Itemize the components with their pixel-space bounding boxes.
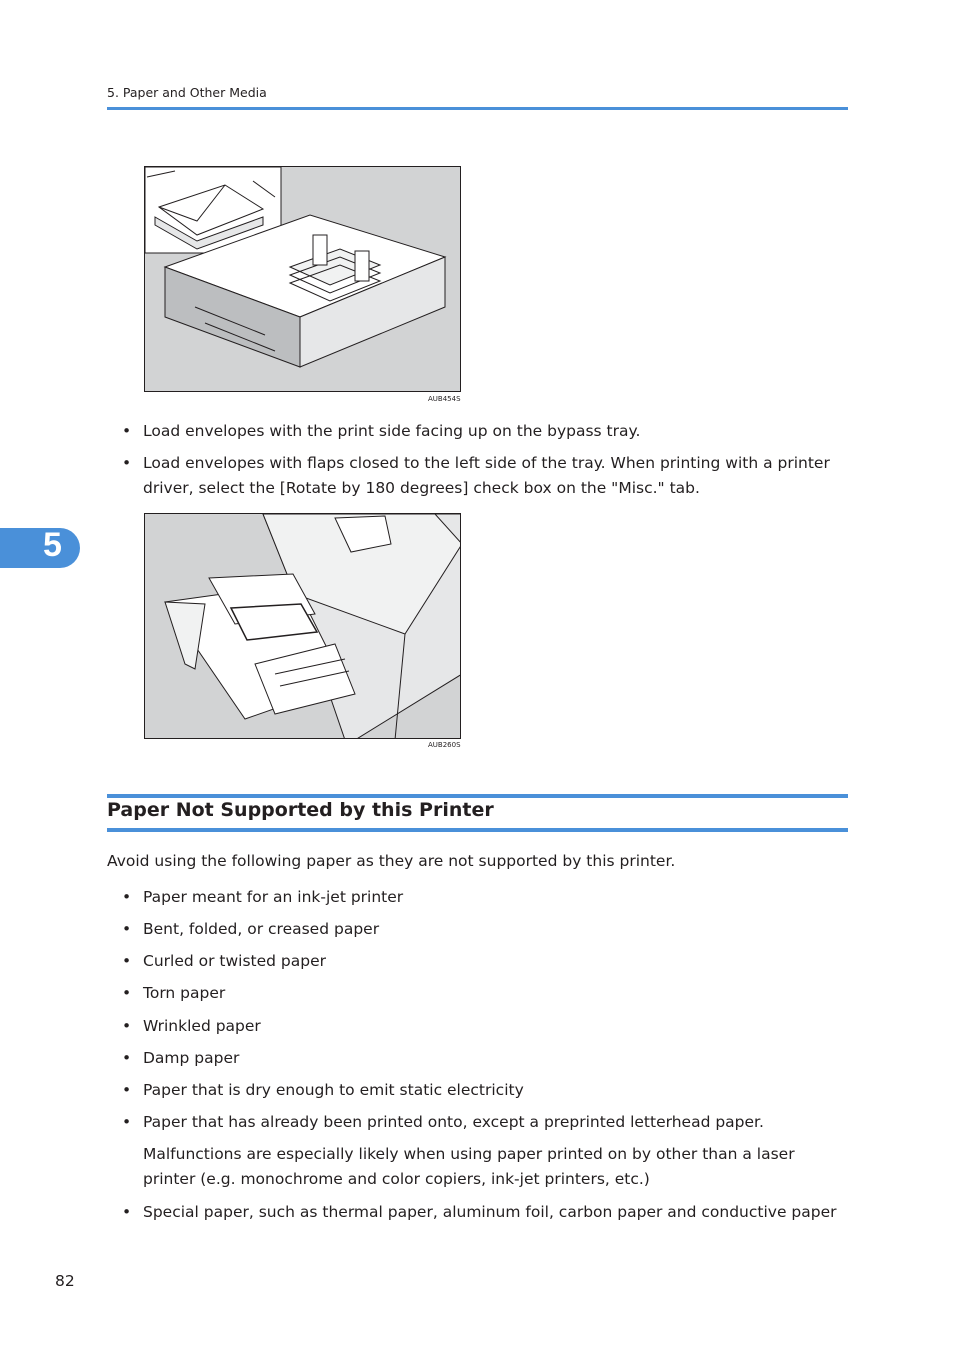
section-rule-top xyxy=(107,794,848,798)
figure-paper-tray-envelopes xyxy=(144,166,461,392)
bullet-icon: • xyxy=(122,422,132,440)
bullet-icon: • xyxy=(122,1113,132,1131)
figure-bypass-tray-envelope xyxy=(144,513,461,739)
section-rule-bottom xyxy=(107,828,848,832)
section-intro: Avoid using the following paper as they are not supported by this printer. xyxy=(107,852,676,870)
figure-code: AUB454S xyxy=(428,395,461,403)
bullet-icon: • xyxy=(122,1017,132,1035)
chapter-number: 5 xyxy=(43,526,62,564)
section-title: Paper Not Supported by this Printer xyxy=(107,799,494,821)
running-head: 5. Paper and Other Media xyxy=(107,85,267,100)
page-number: 82 xyxy=(55,1272,75,1290)
header-rule xyxy=(107,107,848,110)
bypass-tray-illustration xyxy=(145,514,461,739)
bullet-icon: • xyxy=(122,984,132,1002)
bullet-icon: • xyxy=(122,920,132,938)
note-paragraph: Malfunctions are especially likely when using paper printed on by other than a laser printer (e.g. monochrome and color copiers, ink-jet printers, etc.) xyxy=(143,1145,795,1188)
bullet-icon: • xyxy=(122,952,132,970)
bullet-icon: • xyxy=(122,888,132,906)
figure-code: AUB260S xyxy=(428,741,461,749)
bullet-icon: • xyxy=(122,1049,132,1067)
paper-tray-illustration xyxy=(145,167,461,392)
bullet-icon: • xyxy=(122,454,132,472)
bullet-icon: • xyxy=(122,1203,132,1221)
chapter-tab xyxy=(0,528,80,568)
bullet-icon: • xyxy=(122,1081,132,1099)
